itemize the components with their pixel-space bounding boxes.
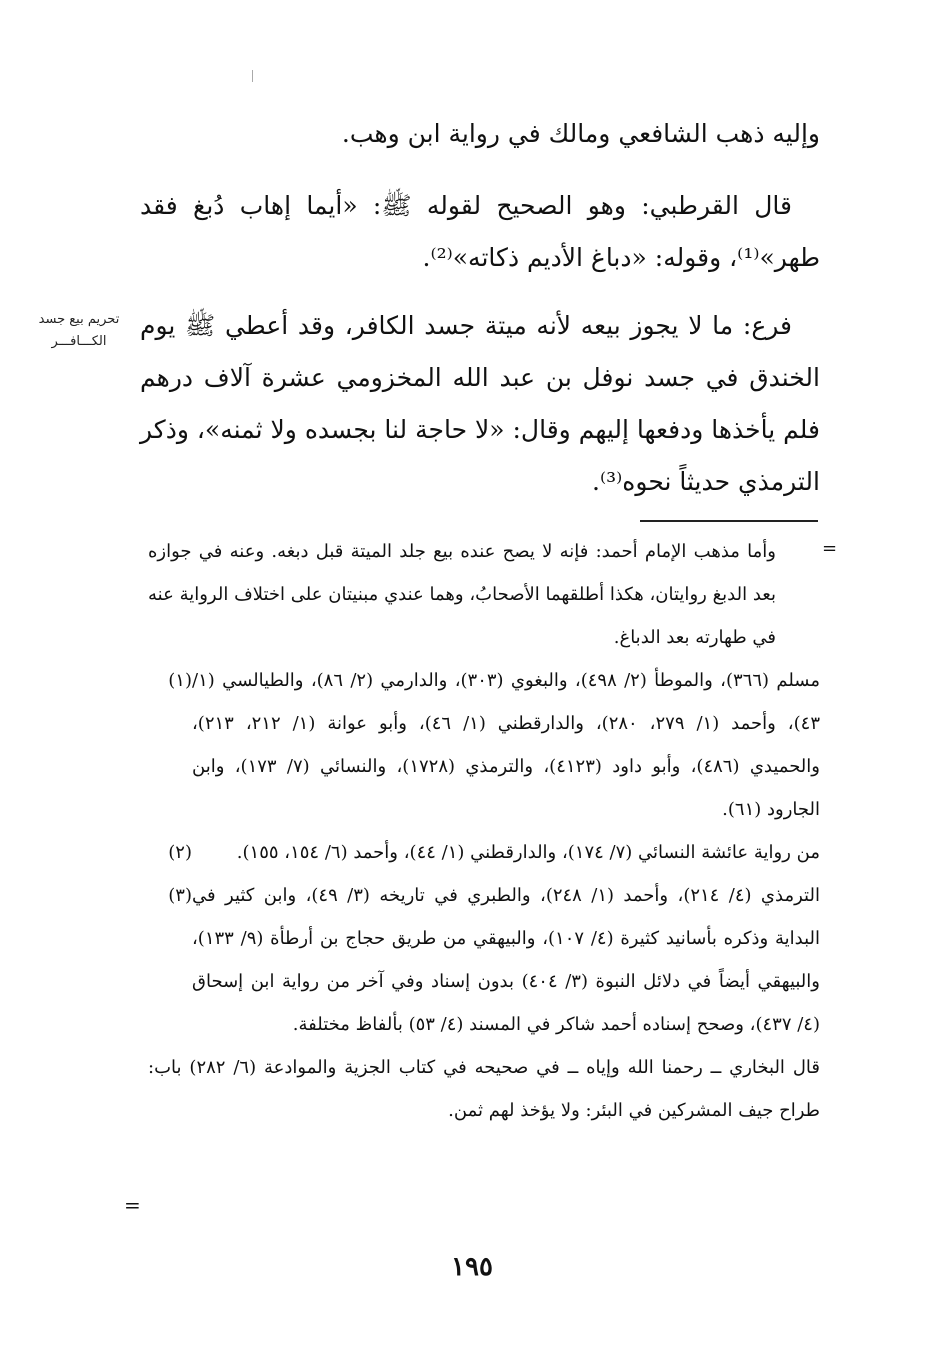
footnote-3	[148, 874, 820, 1046]
paragraph-qurtubi: قال القرطبي: وهو الصحيح لقوله ﷺ: «أيما إهاب دُبغ فقد طهر»⁽¹⁾، وقوله: «دباغ الأديم ذكاته»⁽²⁾.	[140, 191, 820, 272]
marginal-note-line-2: الكـــافـــر	[51, 334, 107, 349]
footnote-number: (٣)	[168, 885, 192, 906]
footnote-number: (١)	[168, 670, 192, 691]
scan-mark	[252, 70, 253, 82]
footnote-text: الترمذي (٤/ ٢١٤)، وأحمد (١/ ٢٤٨)، والطبري في تاريخه (٣/ ٤٩)، وابن كثير في البداية وذكره بأسانيد كثيرة (٤/ ١٠٧)، والبيهقي من طريق حجاج بن أرطأة (٩/ ١٣٣)، والبيهقي أيضاً في دلائل النبوة (٣/ ٤٠٤) بدون إسناد وفي آخر من رواية ابن إسحاق (٤/ ٤٣٧)، وصحح إسناده أحمد شاكر في المسند (٤/ ٥٣) بألفاظ مختلفة.	[192, 885, 820, 1035]
footnotes	[148, 530, 820, 1132]
footnote-text: مسلم (٣٦٦)، والموطأ (٢/ ٤٩٨)، والبغوي (٣٠٣)، والدارمي (٢/ ٨٦)، والطيالسي (١/ ٤٣)، وأحمد (١/ ٢٧٩، ٢٨٠)، والدارقطني (١/ ٤٦)، وأبو عوانة (١/ ٢١٢، ٢١٣)، والحميدي (٤٨٦)، وأبو داود (٤١٢٣)، والترمذي (١٧٢٨)، والنسائي (٧/ ١٧٣)، وابن الجارود (٦١).	[192, 670, 820, 820]
footnote-2	[148, 831, 820, 874]
main-line-1: وإليه ذهب الشافعي ومالك في رواية ابن وهب.	[341, 119, 820, 148]
marginal-note-line-1: تحريم بيع جسد	[38, 312, 120, 327]
footnote-trailing: قال البخاري ــ رحمنا الله وإياه ــ في صحيحه في كتاب الجزية والموادعة (٦/ ٢٨٢) باب: طراح جيف المشركين في البئر: ولا يؤخذ لهم ثمن.	[148, 1057, 820, 1121]
footnote-continuation: وأما مذهب الإمام أحمد: فإنه لا يصح عنده بيع جلد الميتة قبل دبغه. وعنه في جوازه بعد الدبغ روايتان، هكذا أطلقهما الأصحابُ، وهما عندي مبنيتان على اختلاف الرواية عنه في طهارته بعد الدباغ.	[148, 541, 776, 648]
main-paragraph-3	[140, 300, 820, 508]
marginal-note	[20, 309, 138, 353]
footnote-1	[148, 659, 820, 831]
main-text	[140, 108, 820, 160]
main-paragraph-2	[140, 180, 820, 284]
footnote-separator	[640, 520, 818, 522]
paragraph-far: فرع: ما لا يجوز بيعه لأنه ميتة جسد الكافر، وقد أعطي ﷺ يوم الخندق في جسد نوفل بن عبد الله المخزومي عشرة آلاف درهم فلم يأخذها ودفعها إليهم وقال: «لا حاجة لنا بجسده ولا ثمنه»، وذكر الترمذي حديثاً نحوه⁽³⁾.	[140, 311, 820, 496]
continues-mark: =	[124, 1193, 141, 1217]
footnote-number: (٢)	[168, 842, 192, 863]
page-number: ١٩٥	[451, 1252, 493, 1282]
continuation-mark: =	[822, 538, 838, 559]
footnote-text: من رواية عائشة النسائي (٧/ ١٧٤)، والدارقطني (١/ ٤٤)، وأحمد (٦/ ١٥٤، ١٥٥).	[236, 842, 820, 863]
